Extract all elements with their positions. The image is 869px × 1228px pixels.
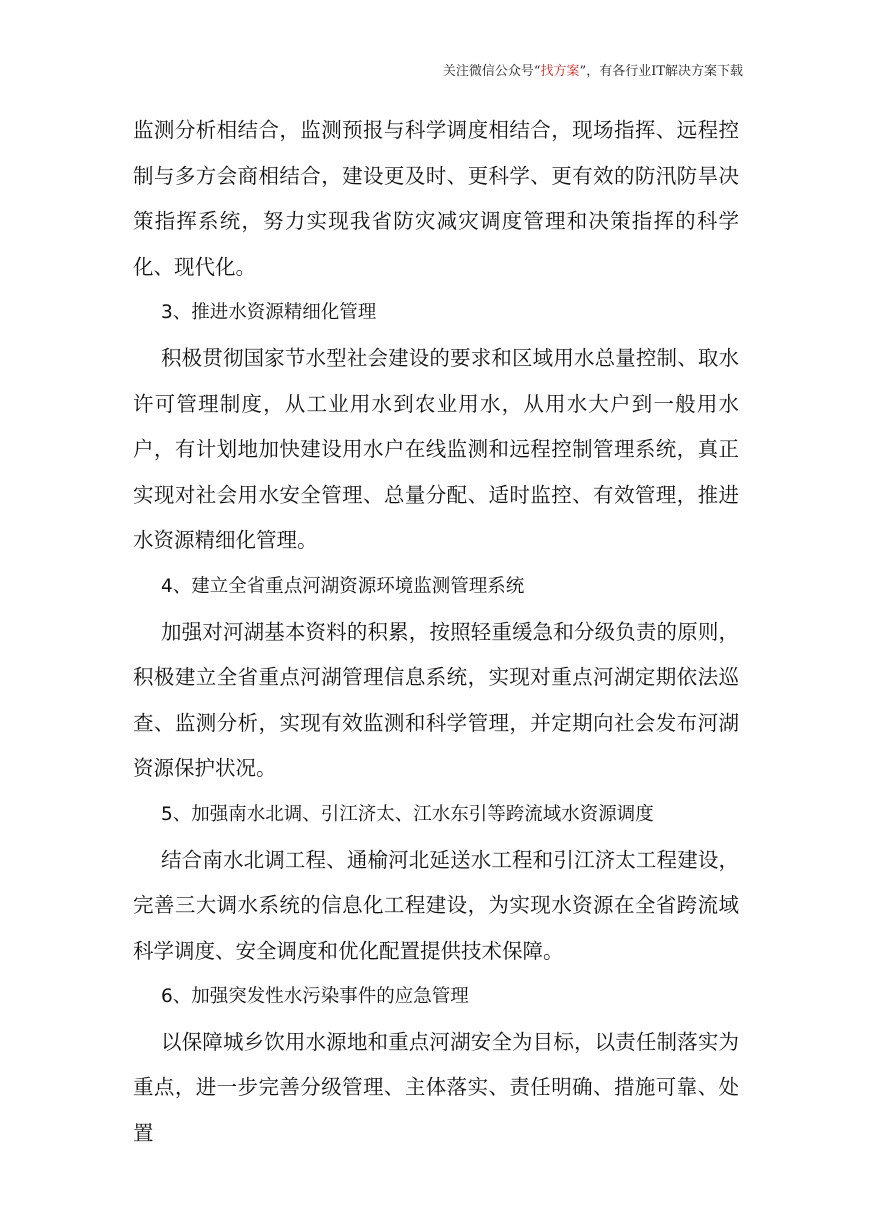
document-body bbox=[133, 108, 739, 1157]
paragraph-section-3: 积极贯彻国家节水型社会建设的要求和区域用水总量控制、取水许可管理制度，从工业用水到农业用水，从用水大户到一般用水户，有计划地加快建设用水户在线监测和远程控制管理系统，真正实现对社会用水安全管理、总量分配、适时监控、有效管理，推进水资源精细化管理。 bbox=[133, 345, 739, 553]
section-heading-6: 6、加强突发性水污染事件的应急管理 bbox=[161, 986, 469, 1008]
header-prefix: 关注微信公众号“ bbox=[442, 64, 541, 79]
paragraph-section-6: 以保障城乡饮用水源地和重点河湖安全为目标，以责任制落实为重点，进一步完善分级管理、主体落实、责任明确、措施可靠、处置 bbox=[133, 1029, 739, 1146]
header-highlight: 找方案 bbox=[540, 64, 580, 79]
paragraph-section-4: 加强对河湖基本资料的积累，按照轻重缓急和分级负责的原则，积极建立全省重点河湖管理信息系统，实现对重点河湖定期依法巡查、监测分析，实现有效监测和科学管理，并定期向社会发布河湖资源保护状况。 bbox=[133, 619, 739, 781]
header-suffix: ”，有各行业IT解决方案下载 bbox=[579, 64, 743, 79]
paragraph-intro: 监测分析相结合，监测预报与科学调度相结合，现场指挥、远程控制与多方会商相结合，建设更及时、更科学、更有效的防汛防旱决策指挥系统，努力实现我省防灾减灾调度管理和决策指挥的科学化、现代化。 bbox=[133, 118, 739, 279]
header-note bbox=[443, 60, 743, 79]
paragraph-section-5: 结合南水北调工程、通榆河北延送水工程和引江济太工程建设，完善三大调水系统的信息化工程建设，为实现水资源在全省跨流域科学调度、安全调度和优化配置提供技术保障。 bbox=[133, 847, 739, 963]
section-heading-3: 3、推进水资源精细化管理 bbox=[161, 302, 377, 324]
section-heading-5: 5、加强南水北调、引江济太、江水东引等跨流域水资源调度 bbox=[161, 803, 654, 825]
section-heading-4: 4、建立全省重点河湖资源环境监测管理系统 bbox=[161, 575, 525, 597]
